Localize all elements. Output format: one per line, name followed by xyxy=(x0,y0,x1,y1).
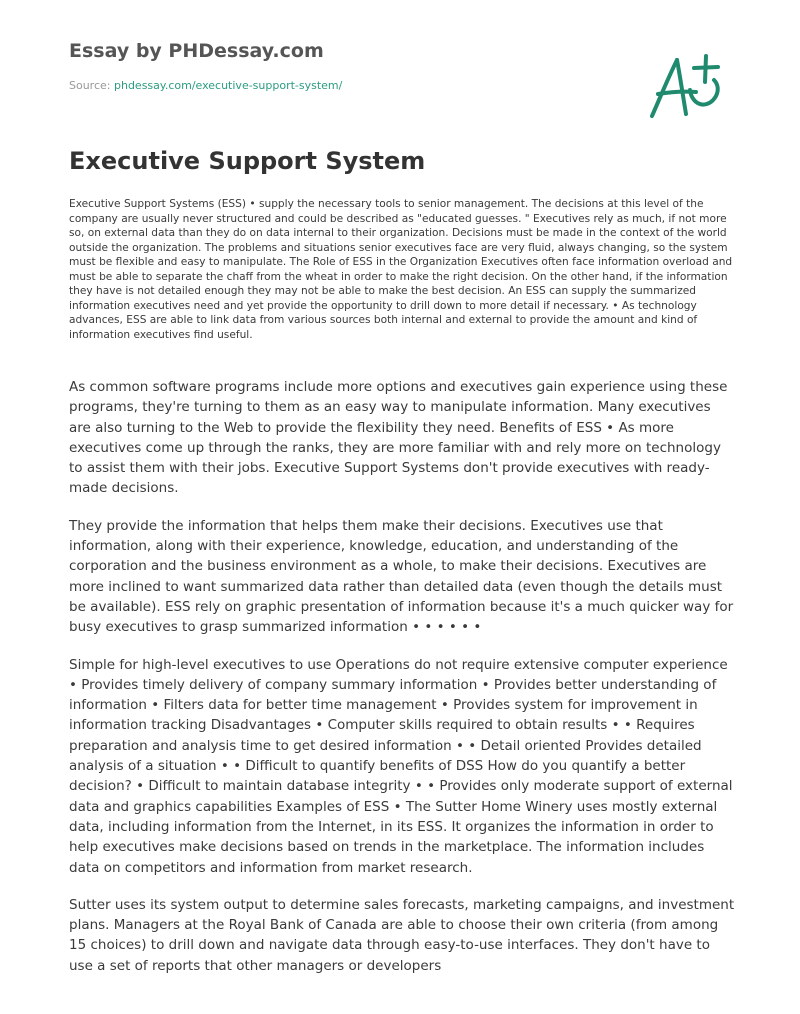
body-paragraph-3: Simple for high-level executives to use Operations do not require extensive computer experience • Provides timely delivery of company summary information • Provides better understanding of information • Filters data for better time management • Provides system for improvement in information tracking Disadvantages • Computer skills required to obtain results • • Requires preparation and analysis time to get desired information • • Detail oriented Provides detailed analysis of a situation • • Difficult to quantify benefits of DSS How do you quantify a better decision? • Difficult to maintain database integrity • • Provides only moderate support of external data and graphics capabilities Examples of ESS • The Sutter Home Winery uses mostly external data, including information from the Internet, in its ESS. It organizes the information in order to help executives make decisions based on trends in the marketplace. The information includes data on competitors and information from market research. xyxy=(69,656,733,876)
body-paragraph-4: Sutter uses its system output to determine sales forecasts, marketing campaigns, and investment plans. Managers at the Royal Bank of Canada are able to choose their own criteria (from among 15 choices) to drill down and navigate data through easy-to-use interfaces. They don't have to use a set of reports that other managers or developers xyxy=(69,896,735,974)
site-title[interactable]: Essay by PHDessay.com xyxy=(69,40,324,62)
article-title: Executive Support System xyxy=(69,147,426,175)
source-link[interactable]: phdessay.com/executive-support-system/ xyxy=(113,79,343,92)
article-abstract: Executive Support Systems (ESS) • supply the necessary tools to senior management. The decisions at this level of the company are usually never structured and could be described as "educated guesses. " Executives rely as much, if not more so, on external data than they do on data internal to their organization. Decisions must be made in the context of the world outside the organization. The problems and situations senior executives face are very fluid, always changing, so the system must be flexible and easy to manipulate. The Role of ESS in the Organization Executives often face information overload and must be able to separate the chaff from the wheat in order to make the right decision. On the other hand, if the information they have is not detailed enough they may not be able to make the best decision. An ESS can supply the summarized information executives need and yet provide the opportunity to drill down to more detail if necessary. • As technology advances, ESS are able to link data from various sources both internal and external to provide the amount and kind of information executives find useful. xyxy=(69,198,733,341)
site-header xyxy=(69,0,731,110)
body-paragraph-1: As common software programs include more options and executives gain experience using these programs, they're turning to them as an easy way to manipulate information. Many executives are also turning to the Web to provide the flexibility they need. Benefits of ESS • As more executives come up through the ranks, they are more familiar with and rely more on technology to assist them with their jobs. Executive Support Systems don't provide executives with ready- made decisions. xyxy=(69,379,728,497)
source-label: Source: xyxy=(69,79,114,92)
article-body xyxy=(69,377,736,993)
source-line xyxy=(69,79,342,92)
body-paragraph-2: They provide the information that helps them make their decisions. Executives use that information, along with their experience, knowledge, education, and understanding of the corporation and the business environment as a whole, to make their decisions. Executives are more inclined to want summarized data rather than detailed data (even though the details must be available). ESS rely on graphic presentation of information because it's a much quicker way for busy executives to grasp summarized information • • • • • • xyxy=(69,517,734,636)
a-plus-logo-icon xyxy=(644,52,726,122)
